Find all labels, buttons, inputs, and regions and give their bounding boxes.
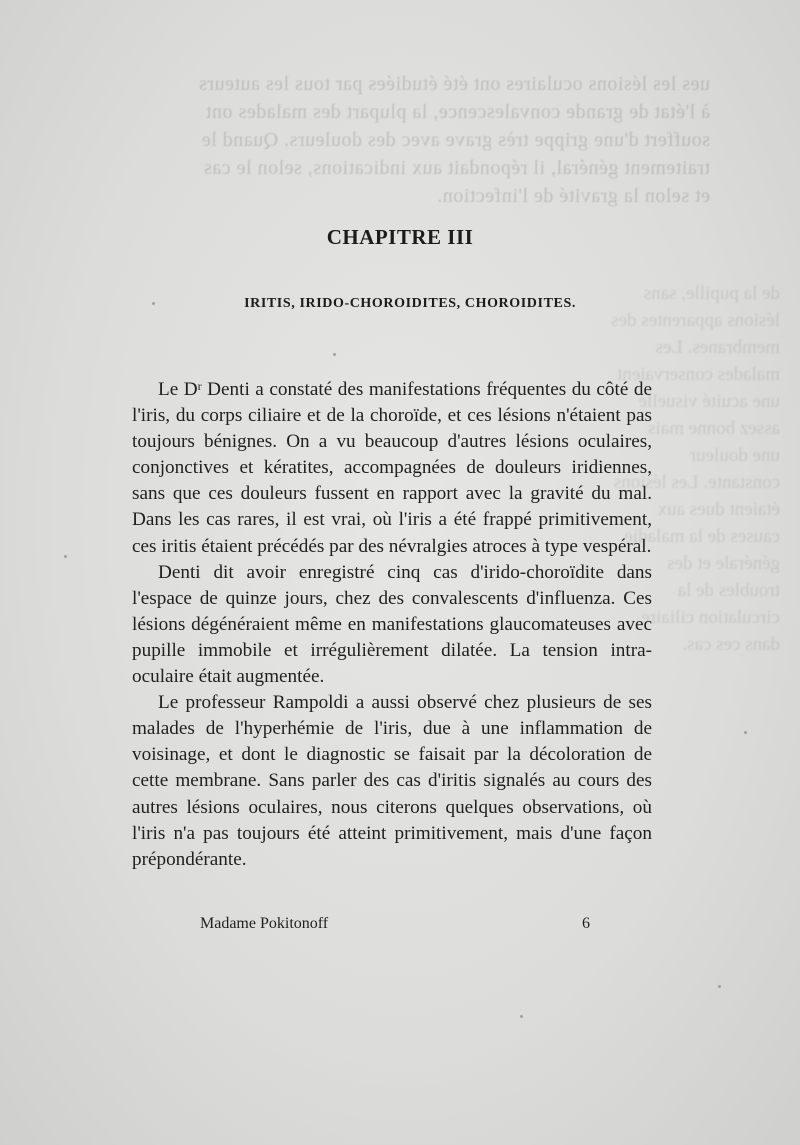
page-footer: [200, 915, 590, 933]
paper-speck: [64, 555, 67, 558]
paragraph-3: Le professeur Rampoldi a aussi observé chez plusieurs de ses malades de l'hyperhémie de l'iris, due à une inflammation de voisinage, et dont le diagnostic se faisait par la décoloration de cette membrane. Sans parler des cas d'iritis signalés au cours des autres lésions oculaires, nous citerons quelques observations, où l'iris n'a pas toujours été atteint primitivement, mais d'une façon prépondérante.: [132, 692, 652, 870]
body-text: [132, 377, 652, 873]
chapter-title: CHAPITRE III: [326, 225, 474, 249]
paragraph-1-superscript: r: [197, 379, 202, 393]
paragraph-1-lead: Le D: [158, 379, 198, 400]
bleed-through-text-right: de la pupille, sans lésions apparentes des membranes. Les malades conservaient une acuité visuelle assez bonne mais une douleur constante. Les lésions étaient dues aux causes de la maladie générale et des troubles de la circulation ciliaire dans ces cas.: [611, 283, 780, 655]
chapter-subtitle: IRITIS, IRIDO-CHOROIDITES, CHOROIDITES.: [244, 296, 576, 311]
paper-speck: [333, 353, 336, 356]
paragraph-2: Denti dit avoir enregistré cinq cas d'irido-choroïdite dans l'espace de quinze jours, chez des convalescents d'influenza. Ces lésions dégénéraient même en manifestations glaucomateuses avec pupille immobile et irrégulièrement dilatée. La tension intra-oculaire était augmentée.: [132, 561, 652, 688]
paper-speck: [718, 985, 721, 988]
bleed-through-text-top: ues les lésions oculaires ont été étudiées par tous les auteurs à l'état de grande convalescence, la plupart des malades ont souffert d'une grippe très grave avec des douleurs. Quand le traitement général, il répondait aux indications, selon le cas et selon la gravité de l'infection.: [198, 73, 710, 207]
paragraph-1: [132, 377, 652, 560]
paper-speck: [744, 731, 747, 734]
paragraph-1-text: Denti a constaté des manifestations fréquentes du côté de l'iris, du corps ciliaire et de la choroïde, et ces lésions n'étaient pas toujours bénignes. On a vu beaucoup d'autres lésions oculaires, conjonctives et kératites, accompagnées de douleurs iridiennes, sans que ces douleurs fussent en rapport avec la gravité du mal. Dans les cas rares, il est vrai, où l'iris a été frappé primitivement, ces iritis étaient précédés par des névralgies atroces à type vespéral.: [132, 379, 653, 557]
footer-signature: Madame Pokitonoff: [200, 915, 329, 932]
paper-speck: [152, 302, 155, 305]
paper-speck: [520, 1015, 523, 1018]
page-number: 6: [582, 915, 590, 932]
